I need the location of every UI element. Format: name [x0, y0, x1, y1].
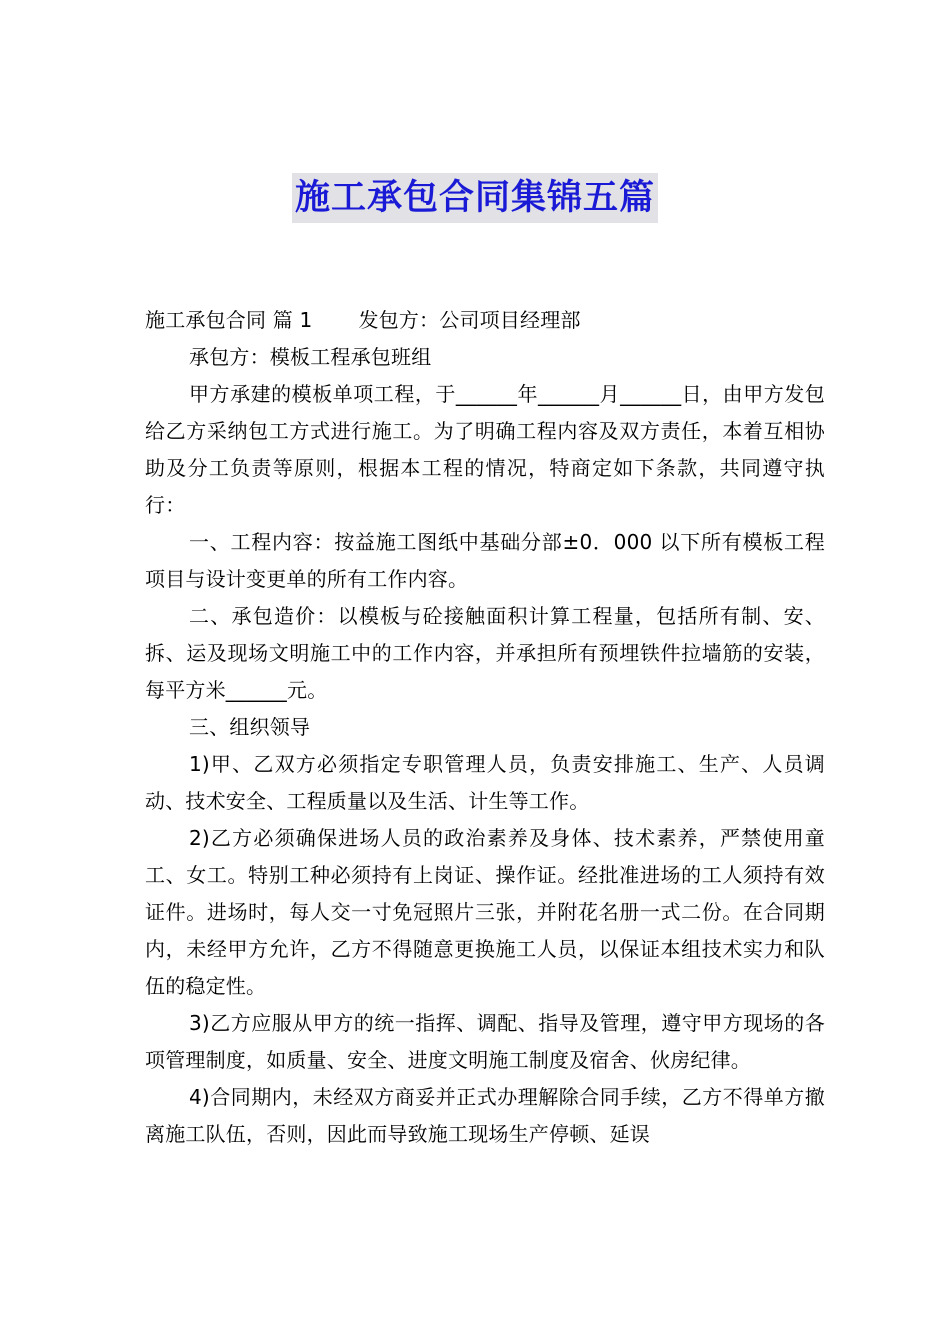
- document-title-text: 施工承包合同集锦五篇: [292, 173, 658, 223]
- paragraph: 二、承包造价：以模板与砼接触面积计算工程量，包括所有制、安、拆、运及现场文明施工中的工作内容，并承担所有预埋铁件拉墙筋的安装，每平方米______元。: [145, 604, 825, 702]
- paragraph: 承包方：模板工程承包班组: [189, 345, 432, 369]
- first-line-text: 发包方：公司项目经理部: [358, 308, 581, 332]
- document-title: [0, 173, 950, 223]
- paragraph: 甲方承建的模板单项工程，于______年______月______日，由甲方发包给乙方采纳包工方式进行施工。为了明确工程内容及双方责任，本着互相协助及分工负责等原则，根据本工程的情况，特商定如下条款，共同遵守执行：: [145, 382, 825, 517]
- paragraph: 一、工程内容：按益施工图纸中基础分部±0．000 以下所有模板工程项目与设计变更单的所有工作内容。: [145, 530, 825, 591]
- document-body: [145, 302, 825, 1153]
- first-line: [145, 302, 825, 339]
- paragraph: 2)乙方必须确保进场人员的政治素养及身体、技术素养，严禁使用童工、女工。特别工种必须持有上岗证、操作证。经批准进场的工人须持有效证件。进场时，每人交一寸免冠照片三张，并附花名册一式二份。在合同期内，未经甲方允许，乙方不得随意更换施工人员，以保证本组技术实力和队伍的稳定性。: [145, 826, 825, 998]
- paragraph: 3)乙方应服从甲方的统一指挥、调配、指导及管理，遵守甲方现场的各项管理制度，如质量、安全、进度文明施工制度及宿舍、伙房纪律。: [145, 1011, 825, 1072]
- section-heading: 施工承包合同 篇 1: [145, 308, 313, 332]
- paragraph: 4)合同期内，未经双方商妥并正式办理解除合同手续，乙方不得单方撤离施工队伍，否则，因此而导致施工现场生产停顿、延误: [145, 1085, 825, 1146]
- paragraph: 1)甲、乙双方必须指定专职管理人员，负责安排施工、生产、人员调动、技术安全、工程质量以及生活、计生等工作。: [145, 752, 825, 813]
- paragraph: 三、组织领导: [189, 715, 311, 739]
